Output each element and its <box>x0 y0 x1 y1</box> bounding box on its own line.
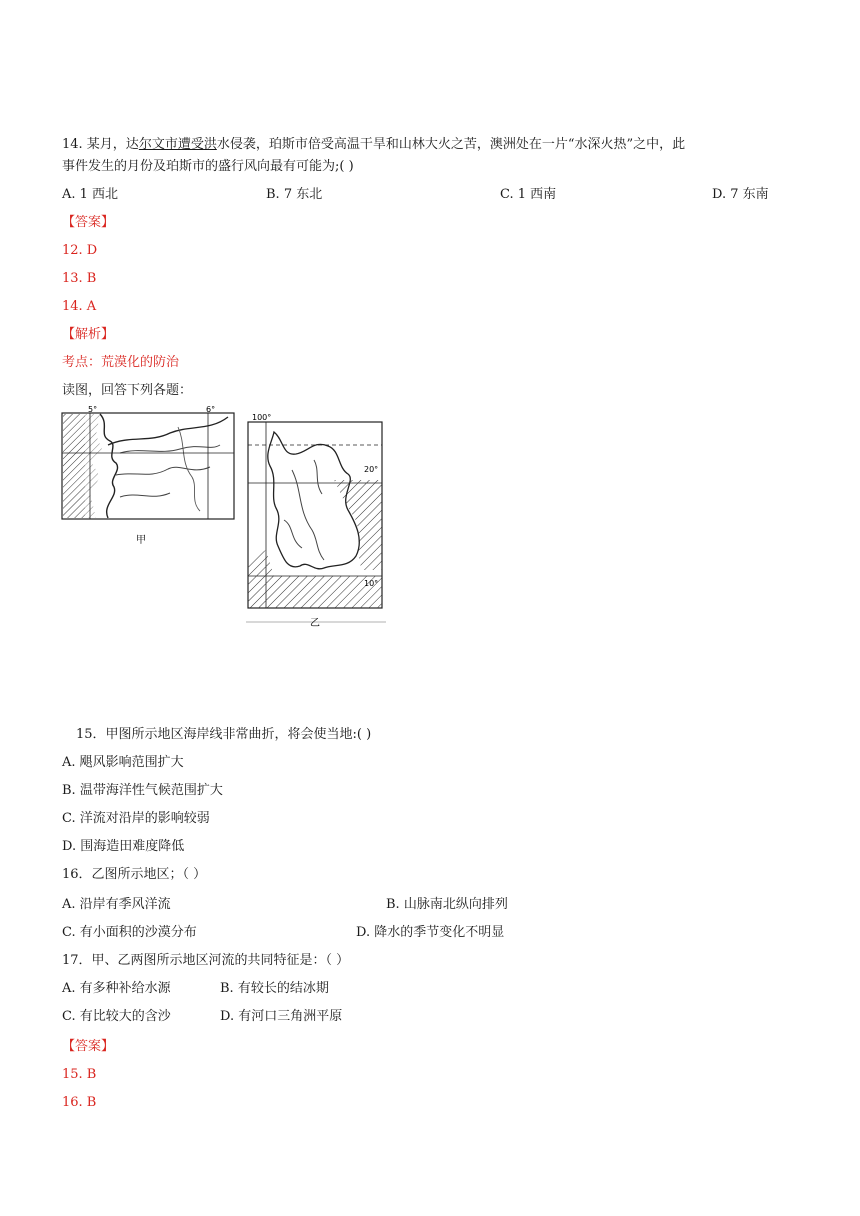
q14-stem-post: 水侵袭，珀斯市倍受高温干旱和山林大火之苦，澳洲处在一片“水深火热”之中，此 <box>216 137 686 152</box>
q15-option-c: C. 洋流对沿岸的影响较弱 <box>62 811 210 826</box>
jia-lon-right: 6° <box>206 405 216 414</box>
q15-option-a: A. 飓风影响范围扩大 <box>62 755 184 770</box>
yi-lon: 100° <box>252 413 272 422</box>
q17-option-a: A. 有多种补给水源 <box>62 981 171 996</box>
q16-option-a: A. 沿岸有季风洋流 <box>62 897 171 912</box>
q14-underlined-text: 尔文市遭受洪 <box>138 137 217 152</box>
map-intro: 读图，回答下列各题： <box>62 383 193 398</box>
answer-15: 15. B <box>62 1067 97 1082</box>
yi-lat-top: 20° <box>364 465 379 474</box>
q14-option-b: B. 7 东北 <box>266 187 323 202</box>
q14-option-c: C. 1 西南 <box>500 187 557 202</box>
q14-option-d: D. 7 东南 <box>712 187 769 202</box>
map-yi <box>244 410 390 630</box>
analysis-heading: 【解析】 <box>62 327 115 342</box>
q14-stem-line1 <box>62 136 685 154</box>
answer-heading-2: 【答案】 <box>62 1039 115 1054</box>
answer-13: 13. B <box>62 271 97 286</box>
knowledge-point: 考点：荒漠化的防治 <box>62 355 180 370</box>
q15-option-d: D. 围海造田难度降低 <box>62 839 185 854</box>
q14-stem-line2: 事件发生的月份及珀斯市的盛行风向最有可能为;( ) <box>62 159 354 174</box>
answer-heading-1: 【答案】 <box>62 215 115 230</box>
answer-12: 12. D <box>62 243 98 258</box>
jia-lon-left: 5° <box>88 405 98 414</box>
answer-14: 14. A <box>62 299 97 314</box>
q17-option-c: C. 有比较大的含沙 <box>62 1009 171 1024</box>
answer-16: 16. B <box>62 1095 97 1110</box>
q16-option-d: D. 降水的季节变化不明显 <box>356 925 505 940</box>
q16-stem: 16．乙图所示地区；（ ） <box>62 867 207 882</box>
q17-stem: 17．甲、乙两图所示地区河流的共同特征是：（ ） <box>62 953 350 968</box>
jia-caption: 甲 <box>136 535 146 546</box>
q15-stem: 15．甲图所示地区海岸线非常曲折，将会使当地:( ) <box>76 727 372 742</box>
q17-option-b: B. 有较长的结冰期 <box>220 981 329 996</box>
q16-option-c: C. 有小面积的沙漠分布 <box>62 925 197 940</box>
q16-option-b: B. 山脉南北纵向排列 <box>386 897 508 912</box>
map-jia <box>60 405 236 550</box>
q15-option-b: B. 温带海洋性气候范围扩大 <box>62 783 223 798</box>
yi-lat-bottom: 10° <box>364 579 379 588</box>
q14-option-a: A. 1 西北 <box>62 187 119 202</box>
yi-caption: 乙 <box>310 618 320 629</box>
q14-stem-pre: 14. 某月，达 <box>62 137 139 152</box>
q17-option-d: D. 有河口三角洲平原 <box>220 1009 343 1024</box>
